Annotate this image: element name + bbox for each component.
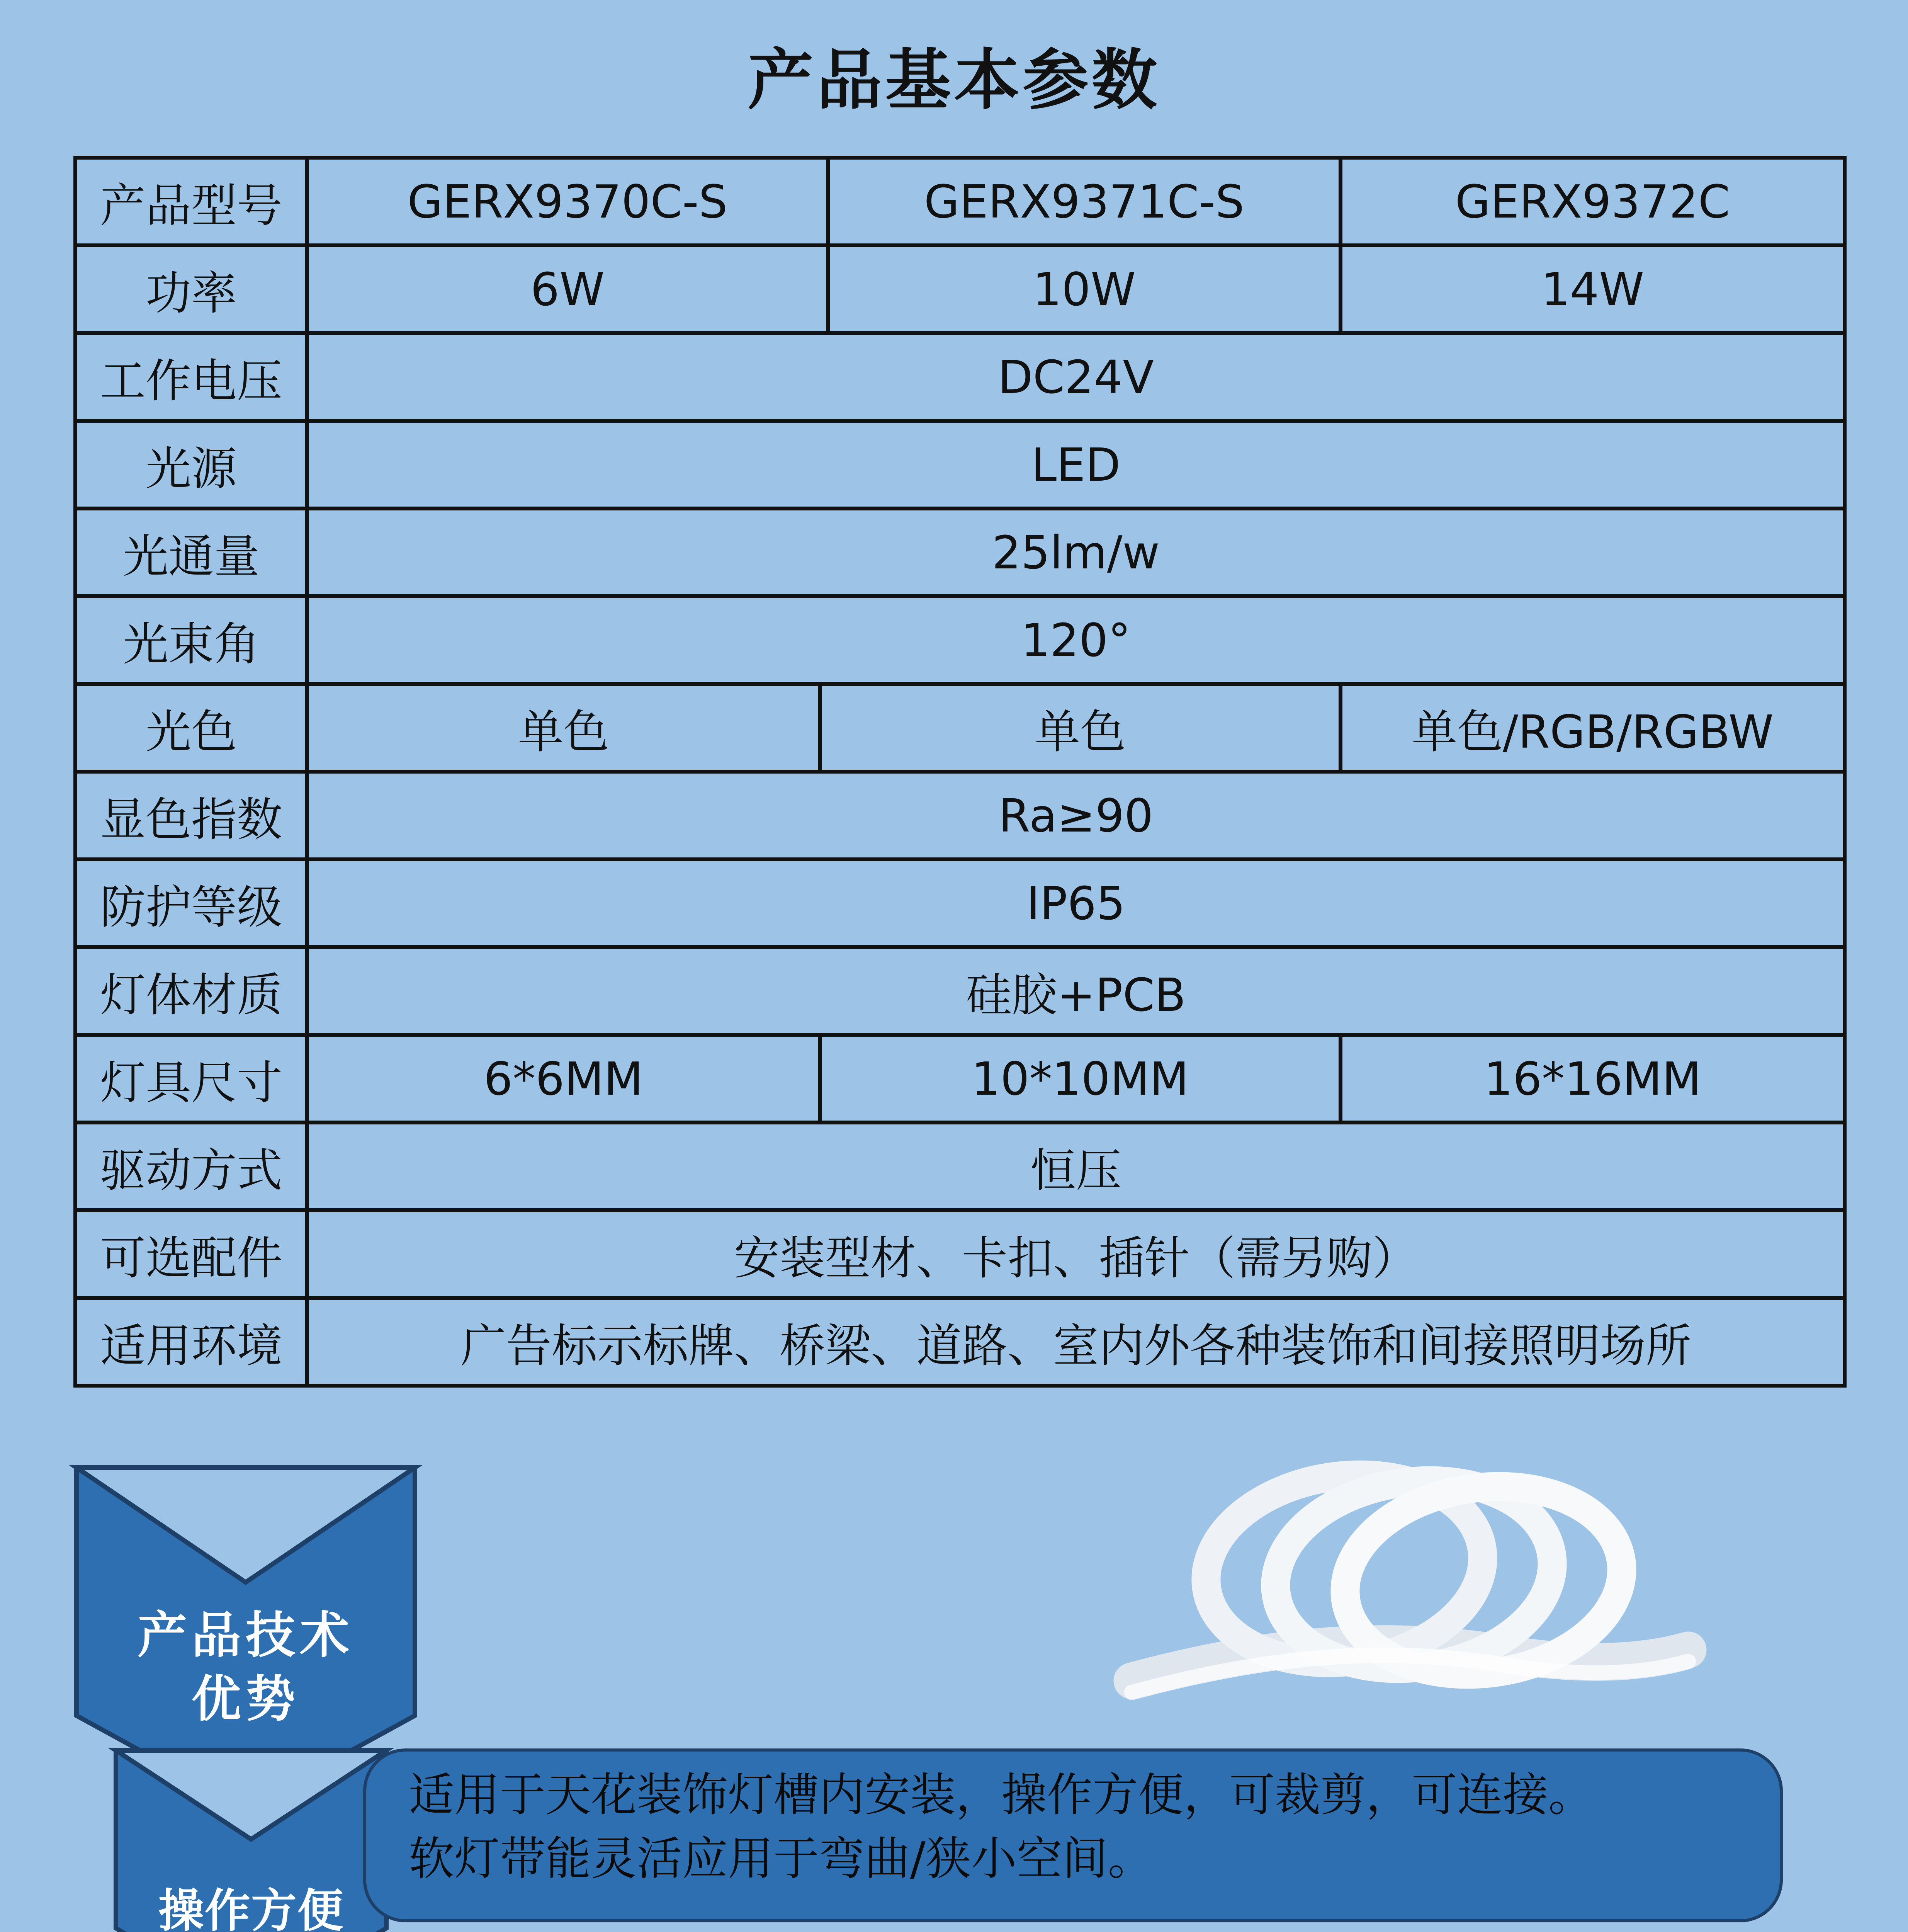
cell-value: 硅胶+PCB [307, 947, 1845, 1035]
cell-value: GERX9372C [1341, 158, 1845, 245]
row-label: 灯体材质 [75, 947, 307, 1035]
banner-title-line1: 产品技术 [137, 1607, 354, 1664]
advantage-title-1: 操作方便 [158, 1884, 344, 1932]
banner-title [76, 1604, 415, 1731]
advantage-text-line: 软灯带能灵活应用于弯曲/狭小空间。 [409, 1832, 1154, 1885]
cell-value: 恒压 [307, 1122, 1845, 1210]
page-title: 产品基本参数 [748, 42, 1160, 119]
banner-title-line2: 优势 [191, 1670, 300, 1728]
cell-value: 16*16MM [1341, 1035, 1845, 1122]
cell-value: 120° [307, 596, 1845, 684]
cell-value: GERX9371C-S [828, 158, 1341, 245]
cell-value: 单色 [820, 684, 1341, 772]
cell-value: GERX9370C-S [307, 158, 828, 245]
cell-value: LED [307, 421, 1845, 509]
advantage-box-1 [363, 1748, 1783, 1922]
row-label: 光源 [75, 421, 307, 509]
led-strip-illustration [1132, 1458, 1688, 1692]
cell-value: 6*6MM [307, 1035, 820, 1122]
cell-value: DC24V [307, 333, 1845, 421]
cell-value: 10*10MM [820, 1035, 1341, 1122]
cell-value: 6W [307, 245, 828, 333]
cell-value: IP65 [307, 859, 1845, 947]
row-label: 显色指数 [75, 772, 307, 859]
cell-value: 广告标示标牌、桥梁、道路、室内外各种装饰和间接照明场所 [307, 1298, 1845, 1386]
row-label: 功率 [75, 245, 307, 333]
cell-value: 10W [828, 245, 1341, 333]
row-label: 工作电压 [75, 333, 307, 421]
row-label: 光色 [75, 684, 307, 772]
row-label: 适用环境 [75, 1298, 307, 1386]
advantage-text-line: 适用于天花装饰灯槽内安装，操作方便，可裁剪，可连接。 [409, 1768, 1594, 1821]
cell-value: 安装型材、卡扣、插针（需另购） [307, 1210, 1845, 1298]
row-label: 驱动方式 [75, 1122, 307, 1210]
row-label: 可选配件 [75, 1210, 307, 1298]
row-label: 光通量 [75, 509, 307, 596]
cell-value: 25lm/w [307, 509, 1845, 596]
row-label: 产品型号 [75, 158, 307, 245]
row-label: 灯具尺寸 [75, 1035, 307, 1122]
cell-value: 单色 [307, 684, 820, 772]
cell-value: Ra≥90 [307, 772, 1845, 859]
cell-value: 单色/RGB/RGBW [1341, 684, 1845, 772]
cell-value: 14W [1341, 245, 1845, 333]
row-label: 防护等级 [75, 859, 307, 947]
row-label: 光束角 [75, 596, 307, 684]
